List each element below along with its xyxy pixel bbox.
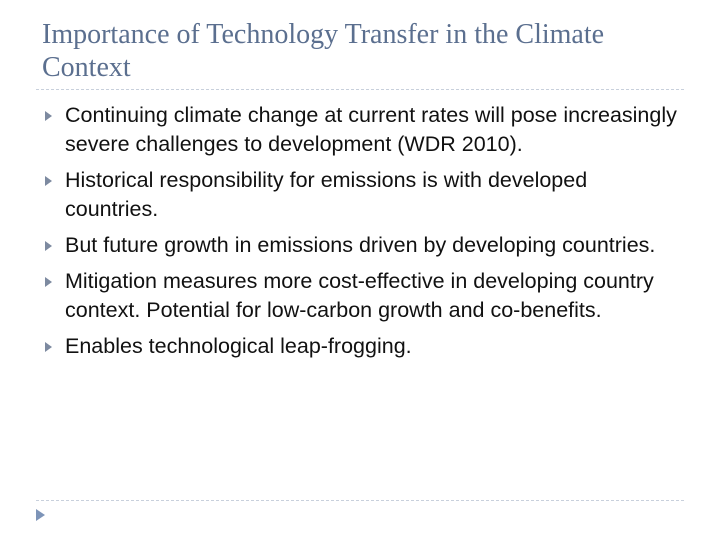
bullet-item (42, 101, 682, 159)
bullet-text: But future growth in emissions driven by developing countries. (65, 233, 656, 257)
bullet-text: Continuing climate change at current rates will pose increasingly severe challenges to development (WDR 2010). (65, 103, 677, 156)
bullet-item (42, 267, 682, 325)
bullet-list (42, 101, 682, 368)
bullet-text: Enables technological leap-frogging. (65, 334, 412, 358)
bullet-item (42, 332, 682, 361)
bullet-item (42, 231, 682, 260)
play-arrow-icon[interactable] (36, 509, 45, 521)
bullet-triangle-icon (45, 176, 52, 186)
slide-title: Importance of Technology Transfer in the Climate Context (42, 19, 605, 83)
bullet-text: Mitigation measures more cost-effective in developing country context. Potential for low-carbon growth and co-benefits. (65, 269, 654, 322)
bullet-triangle-icon (45, 241, 52, 251)
bullet-triangle-icon (45, 277, 52, 287)
bullet-item (42, 166, 682, 224)
bullet-triangle-icon (45, 111, 52, 121)
bullet-text: Historical responsibility for emissions is with developed countries. (65, 168, 588, 221)
bullet-triangle-icon (45, 342, 52, 352)
title-divider (36, 89, 684, 90)
footer-divider (36, 500, 684, 501)
